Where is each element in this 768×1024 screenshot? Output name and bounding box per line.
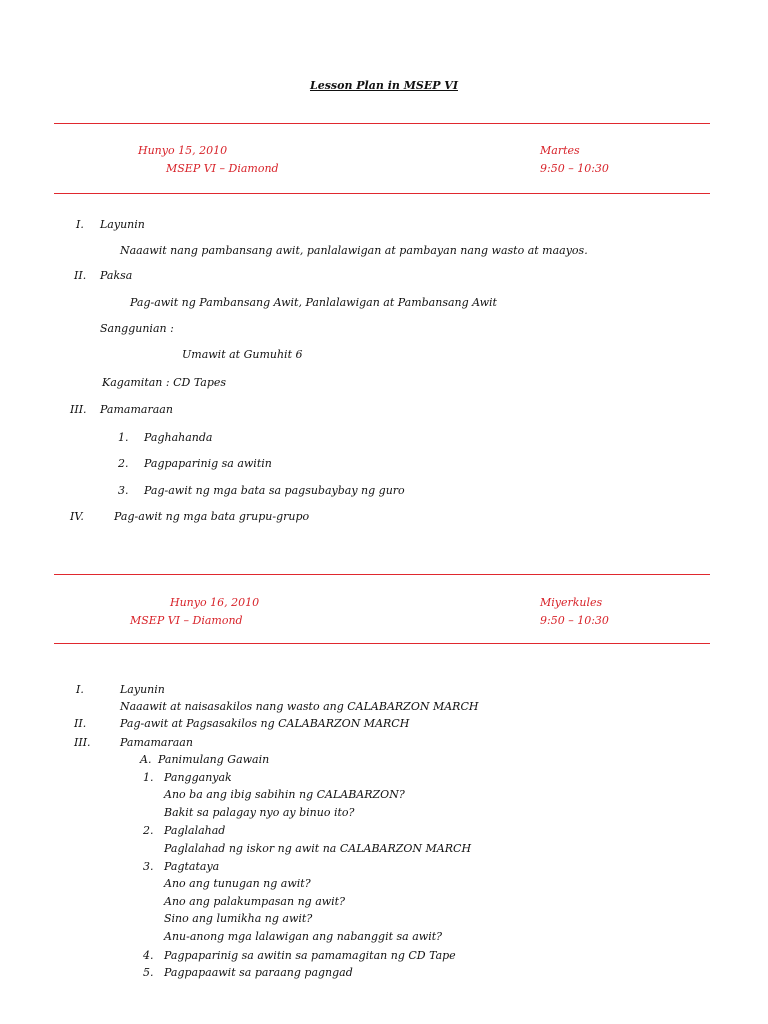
plan2-item-text: Pag-awit at Pagsasakilos ng CALABARZON MARCH	[120, 717, 410, 730]
plan2-item-num: III.	[74, 736, 91, 749]
plan1-section: MSEP VI – Diamond	[166, 162, 279, 175]
plan2-item-text: Layunin	[120, 683, 165, 696]
plan1-item-num: 3.	[118, 484, 129, 497]
plan1-item-text: Paksa	[100, 269, 133, 282]
plan2-section: MSEP VI – Diamond	[130, 614, 243, 627]
plan2-item-num: 5.	[143, 966, 154, 979]
plan1-item-num: 1.	[118, 431, 129, 444]
plan2-item-text: Panimulang Gawain	[158, 753, 270, 766]
plan2-item-num: 3.	[143, 860, 154, 873]
plan1-item-num: I.	[76, 218, 84, 231]
divider-line	[54, 643, 710, 644]
plan2-item-text: Ano ang tunugan ng awit?	[164, 877, 311, 890]
plan1-day: Martes	[540, 144, 580, 157]
divider-line	[54, 123, 710, 124]
plan1-item-num: 2.	[118, 457, 129, 470]
plan2-item-num: A.	[140, 753, 152, 766]
plan2-item-text: Anu-anong mga lalawigan ang nabanggit sa awit?	[164, 930, 443, 943]
plan2-item-text: Ano ang palakumpasan ng awit?	[164, 895, 346, 908]
plan1-item-text: Sanggunian :	[100, 322, 174, 335]
plan2-item-text: Pangganyak	[164, 771, 232, 784]
plan2-item-text: Pagpapaawit sa paraang pagngad	[164, 966, 353, 979]
plan2-item-num: 1.	[143, 771, 154, 784]
plan2-item-text: Paglalahad ng iskor ng awit na CALABARZON MARCH	[164, 842, 472, 855]
plan1-item-text: Layunin	[100, 218, 145, 231]
plan1-item-num: III.	[70, 403, 87, 416]
plan1-item-text: Pamamaraan	[100, 403, 173, 416]
divider-line	[54, 574, 710, 575]
divider-line	[54, 193, 710, 194]
plan1-item-text: Pagpaparinig sa awitin	[144, 457, 272, 470]
plan2-item-text: Naaawit at naisasakilos nang wasto ang CALABARZON MARCH	[120, 700, 479, 713]
plan2-item-text: Paglalahad	[164, 824, 226, 837]
plan1-item-text: Kagamitan : CD Tapes	[102, 376, 227, 389]
plan1-item-num: IV.	[70, 510, 84, 523]
plan2-item-text: Pagtataya	[164, 860, 220, 873]
plan1-item-text: Pag-awit ng Pambansang Awit, Panlalawigan at Pambansang Awit	[130, 296, 497, 309]
plan2-item-num: I.	[76, 683, 84, 696]
plan2-item-num: 4.	[143, 949, 154, 962]
plan2-item-text: Bakit sa palagay nyo ay binuo ito?	[164, 806, 355, 819]
plan1-item-text: Pag-awit ng mga bata grupu-grupo	[114, 510, 310, 523]
plan2-item-text: Pamamaraan	[120, 736, 193, 749]
plan2-time: 9:50 – 10:30	[540, 614, 609, 627]
plan2-item-text: Pagpaparinig sa awitin sa pamamagitan ng CD Tape	[164, 949, 456, 962]
plan2-item-text: Sino ang lumikha ng awit?	[164, 912, 313, 925]
plan2-item-text: Ano ba ang ibig sabihin ng CALABARZON?	[164, 788, 405, 801]
plan2-date: Hunyo 16, 2010	[170, 596, 260, 609]
plan2-day: Miyerkules	[540, 596, 603, 609]
page-title: Lesson Plan in MSEP VI	[310, 79, 458, 92]
plan1-item-num: II.	[74, 269, 87, 282]
plan1-item-text: Naaawit nang pambansang awit, panlalawigan at pambayan nang wasto at maayos.	[120, 244, 588, 257]
plan1-item-text: Umawit at Gumuhit 6	[182, 348, 303, 361]
plan1-item-text: Pag-awit ng mga bata sa pagsubaybay ng guro	[144, 484, 405, 497]
plan2-item-num: 2.	[143, 824, 154, 837]
plan1-item-text: Paghahanda	[144, 431, 213, 444]
plan2-item-num: II.	[74, 717, 87, 730]
plan1-date: Hunyo 15, 2010	[138, 144, 228, 157]
plan1-time: 9:50 – 10:30	[540, 162, 609, 175]
